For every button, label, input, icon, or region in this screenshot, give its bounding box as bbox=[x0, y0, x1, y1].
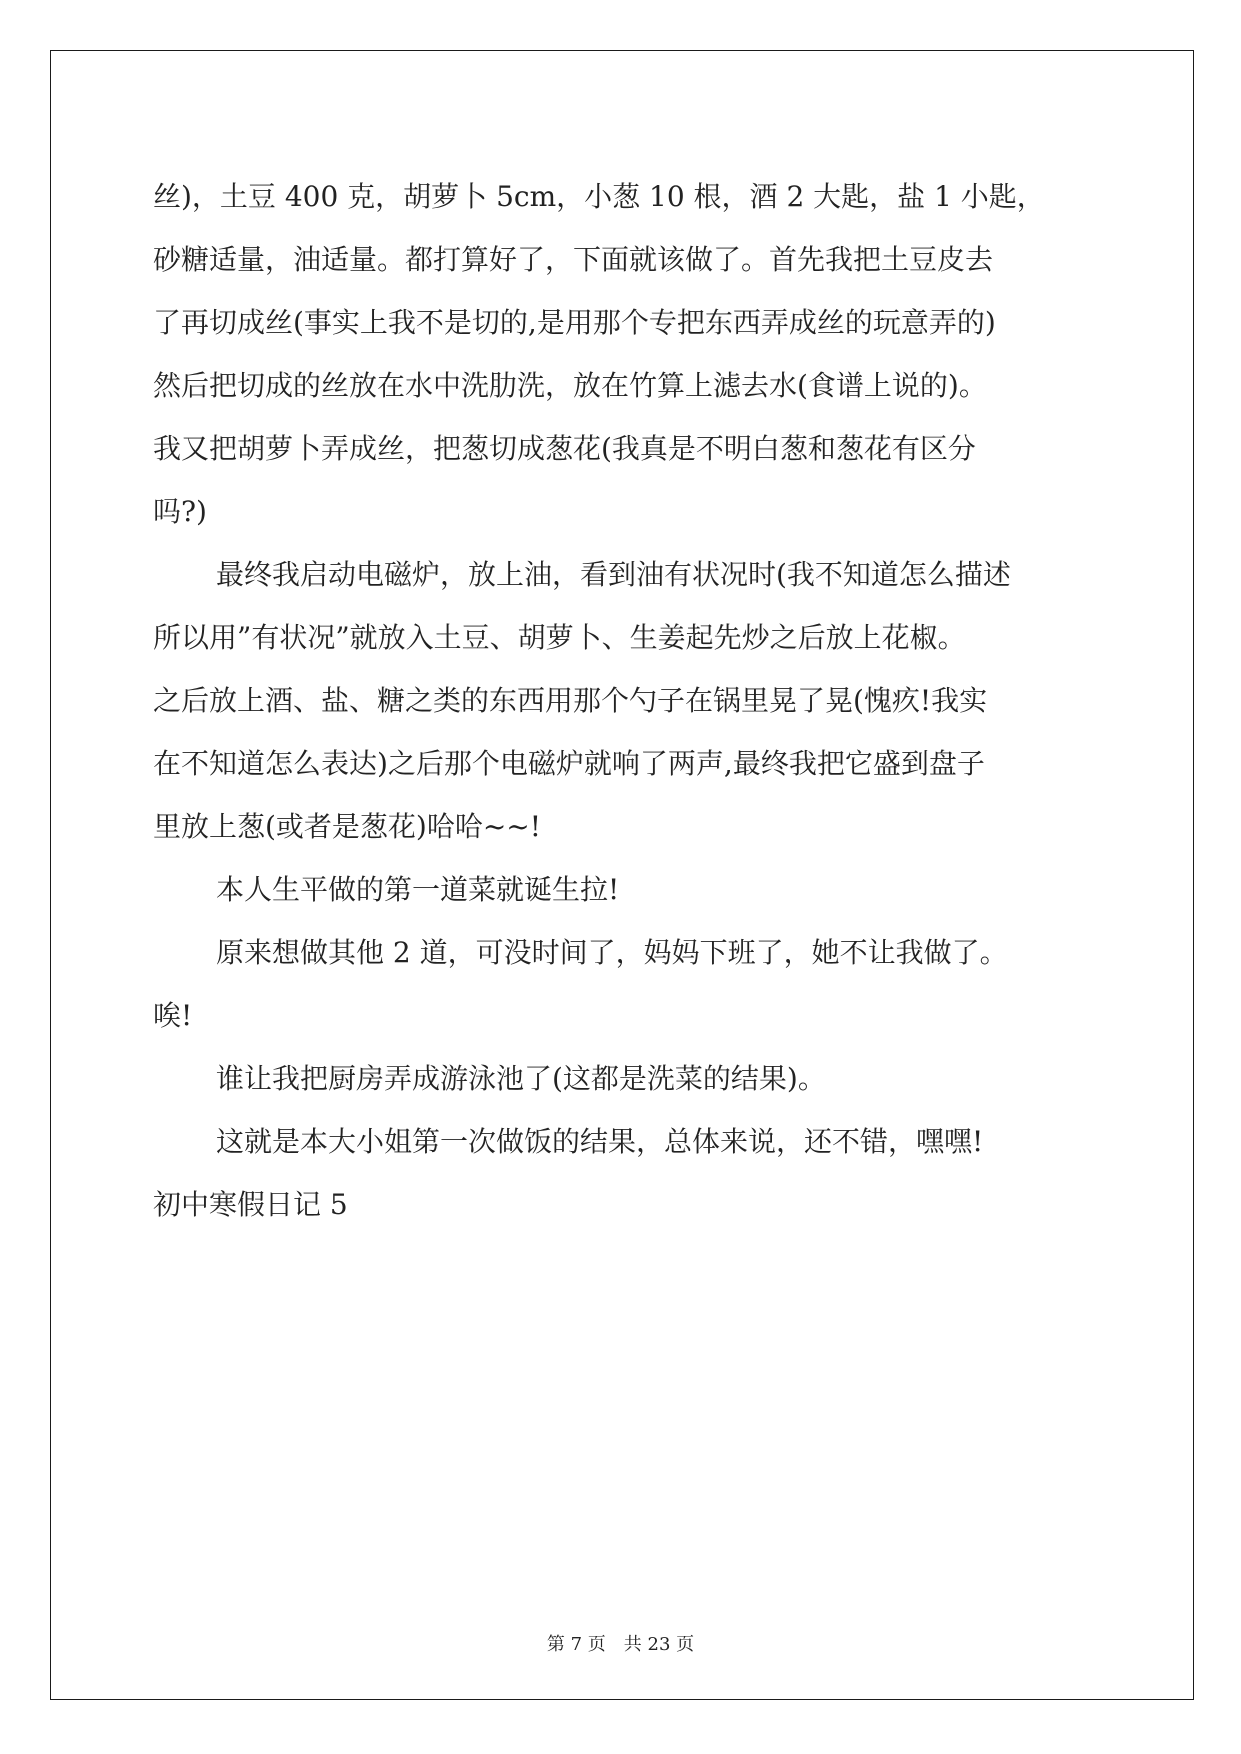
text-line: 最终我启动电磁炉，放上油，看到油有状况时(我不知道怎么描述 bbox=[216, 558, 1011, 591]
text-line: 谁让我把厨房弄成游泳池了(这都是洗菜的结果)。 bbox=[216, 1062, 826, 1095]
text-line: 在不知道怎么表达)之后那个电磁炉就响了两声,最终我把它盛到盘子 bbox=[153, 747, 985, 780]
text-line: 唉! bbox=[153, 999, 193, 1032]
text-line: 然后把切成的丝放在水中洗肋洗，放在竹算上滤去水(食谱上说的)。 bbox=[153, 369, 987, 402]
text-line: 里放上葱(或者是葱花)哈哈~~! bbox=[153, 810, 542, 843]
text-line: 本人生平做的第一道菜就诞生拉! bbox=[216, 873, 620, 906]
text-line: 吗?) bbox=[153, 495, 207, 528]
text-line: 了再切成丝(事实上我不是切的,是用那个专把东西弄成丝的玩意弄的) bbox=[153, 306, 996, 339]
text-line: 丝)，土豆 400 克，胡萝卜 5cm，小葱 10 根，酒 2 大匙，盐 1 小匙， bbox=[153, 180, 1045, 213]
text-line: 原来想做其他 2 道，可没时间了，妈妈下班了，她不让我做了。 bbox=[216, 936, 1008, 969]
text-line: 之后放上酒、盐、糖之类的东西用那个勺子在锅里晃了晃(愧疚!我实 bbox=[153, 684, 988, 717]
text-line: 我又把胡萝卜弄成丝，把葱切成葱花(我真是不明白葱和葱花有区分 bbox=[153, 432, 976, 465]
text-line: 所以用”有状况”就放入土豆、胡萝卜、生姜起先炒之后放上花椒。 bbox=[153, 621, 966, 654]
page-number-footer: 第 7 页 共 23 页 bbox=[546, 1634, 695, 1655]
section-title: 初中寒假日记 5 bbox=[153, 1188, 348, 1221]
document-body bbox=[153, 165, 1088, 1236]
text-line: 这就是本大小姐第一次做饭的结果，总体来说，还不错，嘿嘿! bbox=[216, 1125, 984, 1158]
text-line: 砂糖适量，油适量。都打算好了，下面就该做了。首先我把土豆皮去 bbox=[153, 243, 994, 276]
